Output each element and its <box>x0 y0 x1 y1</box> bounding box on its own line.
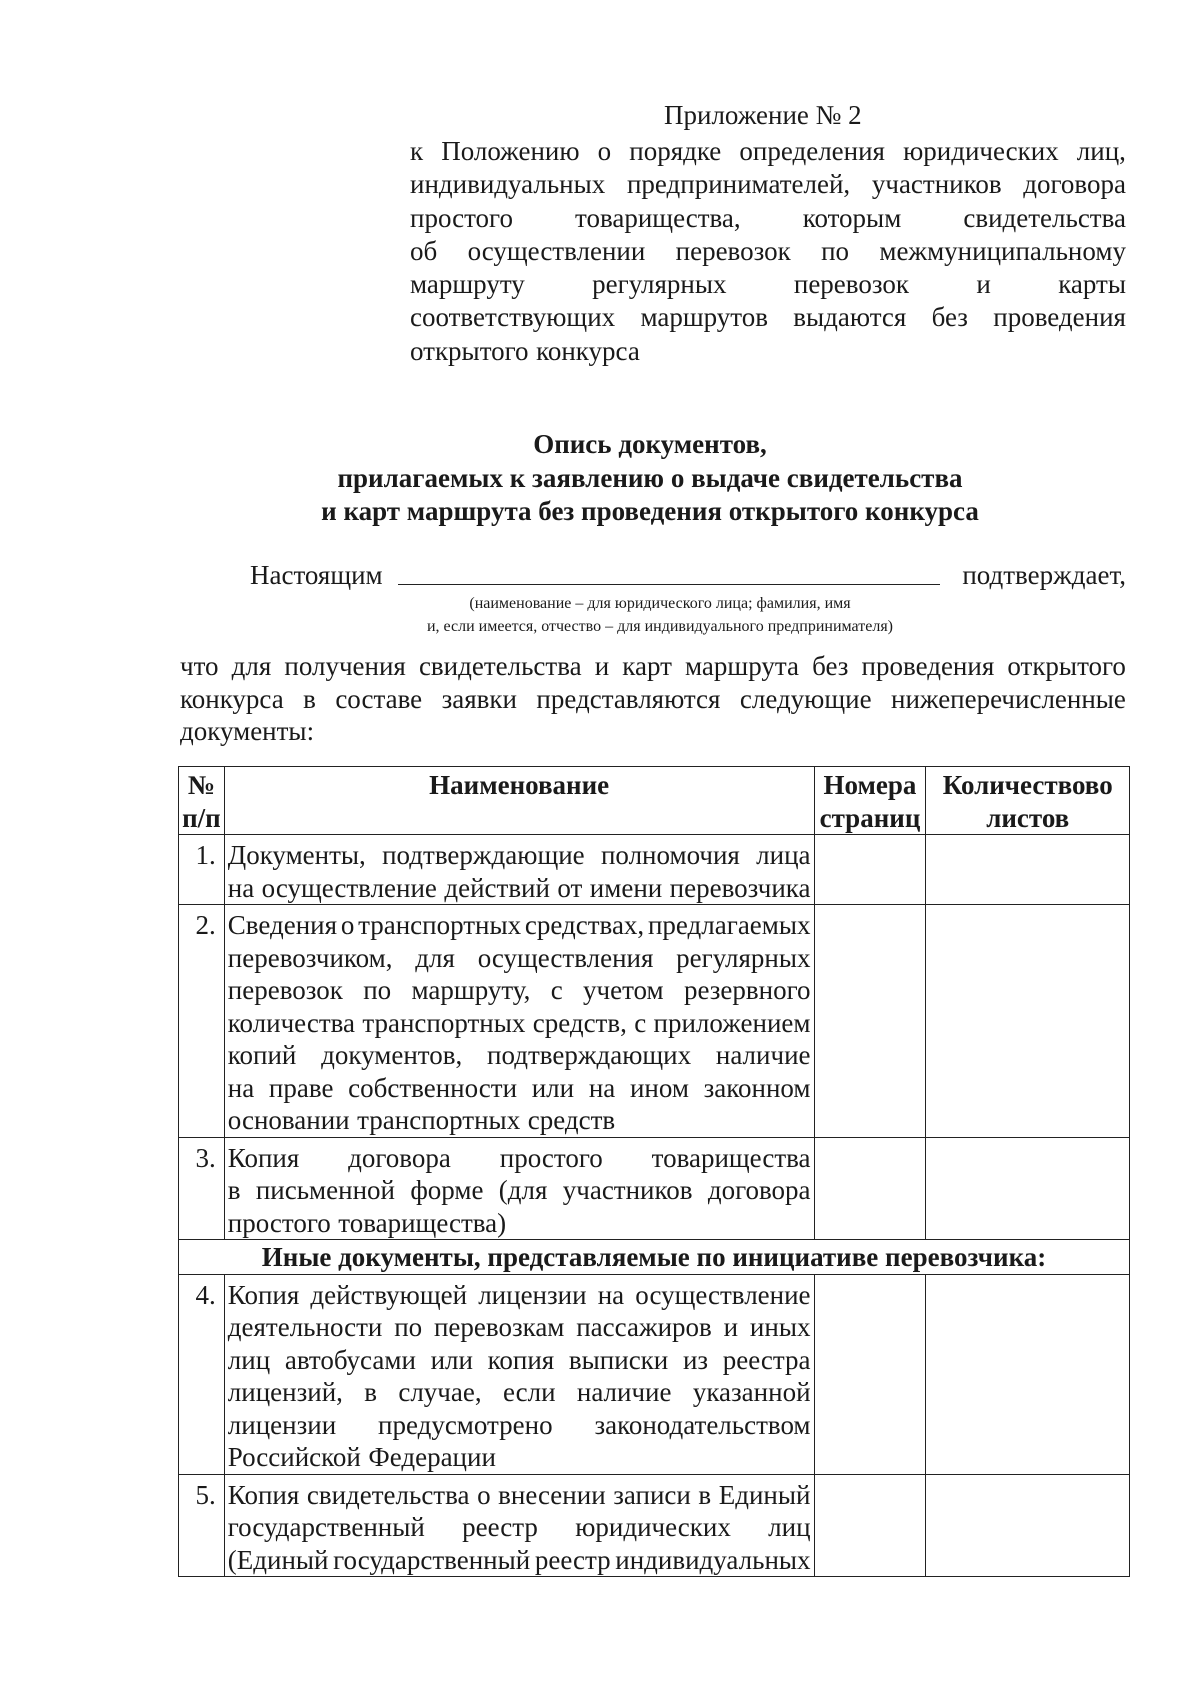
word: Сведения <box>227 910 338 940</box>
row-pages-cell[interactable] <box>814 1274 926 1474</box>
word: с <box>550 975 563 1005</box>
word: без <box>812 651 849 681</box>
row-description <box>224 1474 814 1577</box>
word: предпринимателей, <box>626 169 851 200</box>
word: записи <box>613 1479 691 1510</box>
word: на <box>597 1279 625 1310</box>
word: товарищества <box>651 1142 811 1173</box>
row-description <box>224 1274 814 1474</box>
row-sheets-cell[interactable] <box>926 1274 1130 1474</box>
word: свидетельства <box>306 1479 470 1510</box>
word: товарищества, <box>575 202 741 233</box>
word: определения <box>739 136 885 166</box>
word: законном <box>703 1072 811 1103</box>
word: выписки <box>568 1344 669 1375</box>
document-title <box>150 428 1150 529</box>
word: следующие <box>739 683 872 714</box>
row-sheets-cell[interactable] <box>926 1474 1130 1577</box>
word: учетом <box>583 975 664 1005</box>
word: в <box>364 1377 377 1407</box>
row-number: 4. <box>179 1274 225 1474</box>
word: без <box>931 302 968 333</box>
text-line <box>228 909 811 942</box>
word: товарищества) <box>338 1207 507 1238</box>
word: средств <box>527 1105 616 1135</box>
text-line <box>410 168 1126 201</box>
word: транспортных <box>358 910 522 940</box>
text-line <box>228 1344 811 1377</box>
word: открытого <box>410 335 529 366</box>
word: Копия <box>227 1479 300 1510</box>
word: предлагаемых <box>647 910 811 940</box>
row-pages-cell[interactable] <box>814 905 926 1138</box>
word: (Единый <box>227 1544 329 1575</box>
documents-table <box>178 766 1130 1577</box>
row-sheets-cell[interactable] <box>926 905 1130 1138</box>
row-sheets-cell[interactable] <box>926 1137 1130 1240</box>
text-line <box>180 683 1126 716</box>
intro-paragraph <box>180 650 1126 748</box>
word: документы: <box>180 716 315 746</box>
word: перевозок <box>793 269 909 300</box>
word: осуществлении <box>467 235 646 266</box>
word: простого <box>499 1142 603 1173</box>
word: для <box>231 651 272 681</box>
word: указанной <box>692 1377 811 1407</box>
text-line <box>228 1409 811 1442</box>
text-line <box>228 1376 811 1409</box>
text-line <box>410 301 1126 334</box>
word: выдаются <box>793 302 907 333</box>
word: средствах, <box>524 910 645 940</box>
word: участников <box>562 1175 693 1205</box>
word: перевозчиком, <box>227 942 393 973</box>
word: собственности <box>348 1072 518 1103</box>
word: маршруту, <box>411 975 531 1005</box>
word: (для <box>498 1175 548 1205</box>
header-name: Наименование <box>224 767 814 835</box>
word: иных <box>749 1312 811 1342</box>
word: об <box>410 235 438 266</box>
table-row <box>179 1474 1130 1577</box>
word: маршруту <box>410 269 525 300</box>
word: из <box>682 1344 709 1375</box>
word: составе <box>335 683 423 714</box>
word: реестр <box>534 1544 611 1575</box>
word: копий <box>227 1040 297 1070</box>
text-line <box>228 1039 811 1072</box>
row-number: 3. <box>179 1137 225 1240</box>
header-num: № п/п <box>179 767 225 835</box>
header-sheets: Количествово листов <box>926 767 1130 835</box>
word: случае, <box>398 1377 482 1407</box>
word: в <box>698 1479 712 1510</box>
word: реестра <box>722 1344 811 1375</box>
table-row <box>179 1137 1130 1240</box>
text-line <box>410 268 1126 301</box>
word: приложением <box>653 1007 811 1038</box>
word: государственный <box>333 1544 531 1575</box>
word: открытого <box>1007 651 1126 681</box>
header-pages: Номера страниц <box>814 767 926 835</box>
row-pages-cell[interactable] <box>814 1474 926 1577</box>
word: нижеперечисленные <box>891 683 1126 714</box>
row-pages-cell[interactable] <box>814 835 926 905</box>
word: Копия <box>227 1142 300 1173</box>
row-description <box>224 1137 814 1240</box>
word: карт <box>622 651 672 681</box>
word: праве <box>268 1072 334 1103</box>
name-blank-line <box>398 584 940 585</box>
text-line <box>410 335 1126 368</box>
word: Документы, <box>227 840 366 870</box>
word: пассажиров <box>576 1312 712 1342</box>
word: договора <box>348 1142 451 1173</box>
word: маршрутов <box>640 302 768 333</box>
word: государственный <box>227 1512 425 1542</box>
word: осуществление <box>261 872 437 903</box>
text-line <box>228 1142 811 1175</box>
table-row <box>179 1274 1130 1474</box>
word: лиц <box>227 1344 271 1375</box>
table-row <box>179 835 1130 905</box>
word: Федерации <box>368 1442 496 1472</box>
row-description <box>224 905 814 1138</box>
word: о <box>477 1479 491 1510</box>
word: по <box>363 975 392 1005</box>
word: транспортных <box>362 1007 526 1038</box>
word: количества <box>227 1007 355 1038</box>
word: действующей <box>310 1279 468 1310</box>
word: Единый <box>718 1479 811 1510</box>
word: Положению <box>441 136 580 166</box>
text-line <box>410 235 1126 268</box>
word: если <box>502 1377 556 1407</box>
word: карты <box>1058 269 1126 300</box>
table-row <box>179 905 1130 1138</box>
row-number: 5. <box>179 1474 225 1577</box>
word: договора <box>707 1175 811 1205</box>
word: полномочия <box>600 840 740 870</box>
word: ином <box>629 1072 689 1103</box>
text-line <box>228 1311 811 1344</box>
word: лиц <box>768 1512 811 1542</box>
table-header-row <box>179 767 1130 835</box>
word: наличие <box>715 1040 811 1070</box>
appendix-description <box>410 135 1126 368</box>
word: представляются <box>536 683 721 714</box>
word: регулярных <box>592 269 727 300</box>
word: заявки <box>441 683 517 714</box>
word: на <box>227 872 255 903</box>
text-line <box>228 974 811 1007</box>
word: перевозок <box>675 235 791 266</box>
confirmation-line <box>250 558 1126 592</box>
word: письменной <box>255 1175 395 1205</box>
word: имени <box>589 872 663 903</box>
word: на <box>227 1072 255 1103</box>
text-line <box>228 872 811 905</box>
word: к <box>410 136 424 166</box>
word: для <box>415 942 455 973</box>
section-row <box>179 1240 1130 1275</box>
word: лицензии <box>478 1279 587 1310</box>
word: в <box>227 1175 241 1205</box>
word: подтверждающих <box>487 1040 692 1070</box>
word: основании <box>227 1105 350 1135</box>
text-line <box>228 1207 811 1240</box>
text-line <box>410 135 1126 168</box>
word: межмуниципальному <box>879 235 1126 266</box>
blank-hint-line: и, если имеется, отчество – для индивидуального предпринимателя) <box>426 618 894 635</box>
word: на <box>588 1072 616 1103</box>
text-line <box>228 1007 811 1040</box>
document-title-line: прилагаемых к заявлению о выдаче свидетельства <box>337 462 963 493</box>
text-line <box>228 1544 811 1577</box>
text-line <box>228 1072 811 1105</box>
word: осуществление <box>635 1279 811 1310</box>
word: перевозок <box>227 975 343 1005</box>
text-line <box>228 1441 811 1474</box>
text-line <box>180 650 1126 683</box>
word: порядке <box>629 136 722 166</box>
word: действий <box>444 872 550 903</box>
row-pages-cell[interactable] <box>814 1137 926 1240</box>
appendix-title: Приложение № 2 <box>664 100 862 130</box>
word: внесении <box>498 1479 606 1510</box>
word: транспортных <box>357 1105 521 1135</box>
word: копия <box>487 1344 555 1375</box>
text-line <box>410 202 1126 235</box>
word: свидетельства <box>418 651 582 681</box>
word: документов, <box>321 1040 463 1070</box>
word: проведения <box>861 651 995 681</box>
word: лицензии <box>227 1409 337 1440</box>
word: что <box>180 651 219 681</box>
word: или <box>430 1344 473 1375</box>
text-line <box>228 1511 811 1544</box>
word: лиц, <box>1076 136 1126 166</box>
text-line <box>228 1104 811 1137</box>
row-sheets-cell[interactable] <box>926 835 1130 905</box>
word: в <box>303 683 316 714</box>
word: или <box>531 1072 575 1103</box>
text-line <box>228 1174 811 1207</box>
word: о <box>340 910 355 940</box>
word: регулярных <box>676 942 811 973</box>
word: маршрута <box>685 651 799 681</box>
word: подтверждающие <box>382 840 585 870</box>
word: простого <box>410 202 513 233</box>
confirmation-word-right: подтверждает, <box>962 560 1126 590</box>
blank-hint <box>330 592 990 638</box>
word: конкурса <box>536 335 640 366</box>
word: о <box>597 136 612 166</box>
word: юридических <box>575 1512 731 1542</box>
word: и <box>594 651 610 681</box>
word: от <box>557 872 583 903</box>
word: индивидуальных <box>410 169 606 200</box>
word: Российской <box>227 1442 361 1472</box>
word: лицензий, <box>227 1377 343 1407</box>
word: которым <box>802 202 902 233</box>
text-line <box>228 1279 811 1312</box>
word: осуществления <box>477 942 654 973</box>
row-description <box>224 835 814 905</box>
word: перевозкам <box>433 1312 565 1342</box>
word: перевозчика <box>669 872 811 903</box>
document-title-line: Опись документов, <box>533 429 767 459</box>
row-number: 2. <box>179 905 225 1138</box>
word: деятельности <box>227 1312 383 1342</box>
word: договора <box>1023 169 1126 200</box>
word: реестр <box>462 1512 538 1542</box>
section-title: Иные документы, представляемые по инициативе перевозчика: <box>179 1240 1130 1275</box>
blank-hint-line: (наименование – для юридического лица; фамилия, имя <box>469 595 851 612</box>
word: и <box>976 269 991 300</box>
word: и <box>723 1312 739 1342</box>
word: соответствующих <box>410 302 616 333</box>
document-title-line: и карт маршрута без проведения открытого конкурса <box>321 496 979 526</box>
word: с <box>634 1007 647 1038</box>
word: Копия <box>227 1279 300 1310</box>
row-number: 1. <box>179 835 225 905</box>
text-line <box>228 942 811 975</box>
word: конкурса <box>180 683 284 714</box>
word: лица <box>756 840 811 870</box>
word: форме <box>410 1175 484 1205</box>
word: резервного <box>683 975 811 1005</box>
text-line <box>180 715 1126 748</box>
word: средств, <box>532 1007 627 1038</box>
word: по <box>821 235 850 266</box>
confirmation-word-left: Настоящим <box>250 560 383 590</box>
text-line <box>228 839 811 872</box>
word: предусмотрено <box>378 1409 553 1440</box>
word: участников <box>871 169 1002 200</box>
word: свидетельства <box>963 202 1126 233</box>
word: проведения <box>993 302 1126 333</box>
word: автобусами <box>284 1344 416 1375</box>
word: простого <box>227 1207 331 1238</box>
text-line <box>228 1479 811 1512</box>
word: индивидуальных <box>615 1544 811 1575</box>
word: получения <box>284 651 406 681</box>
word: законодательством <box>594 1409 811 1440</box>
word: по <box>394 1312 423 1342</box>
word: юридических <box>903 136 1059 166</box>
word: наличие <box>576 1377 672 1407</box>
